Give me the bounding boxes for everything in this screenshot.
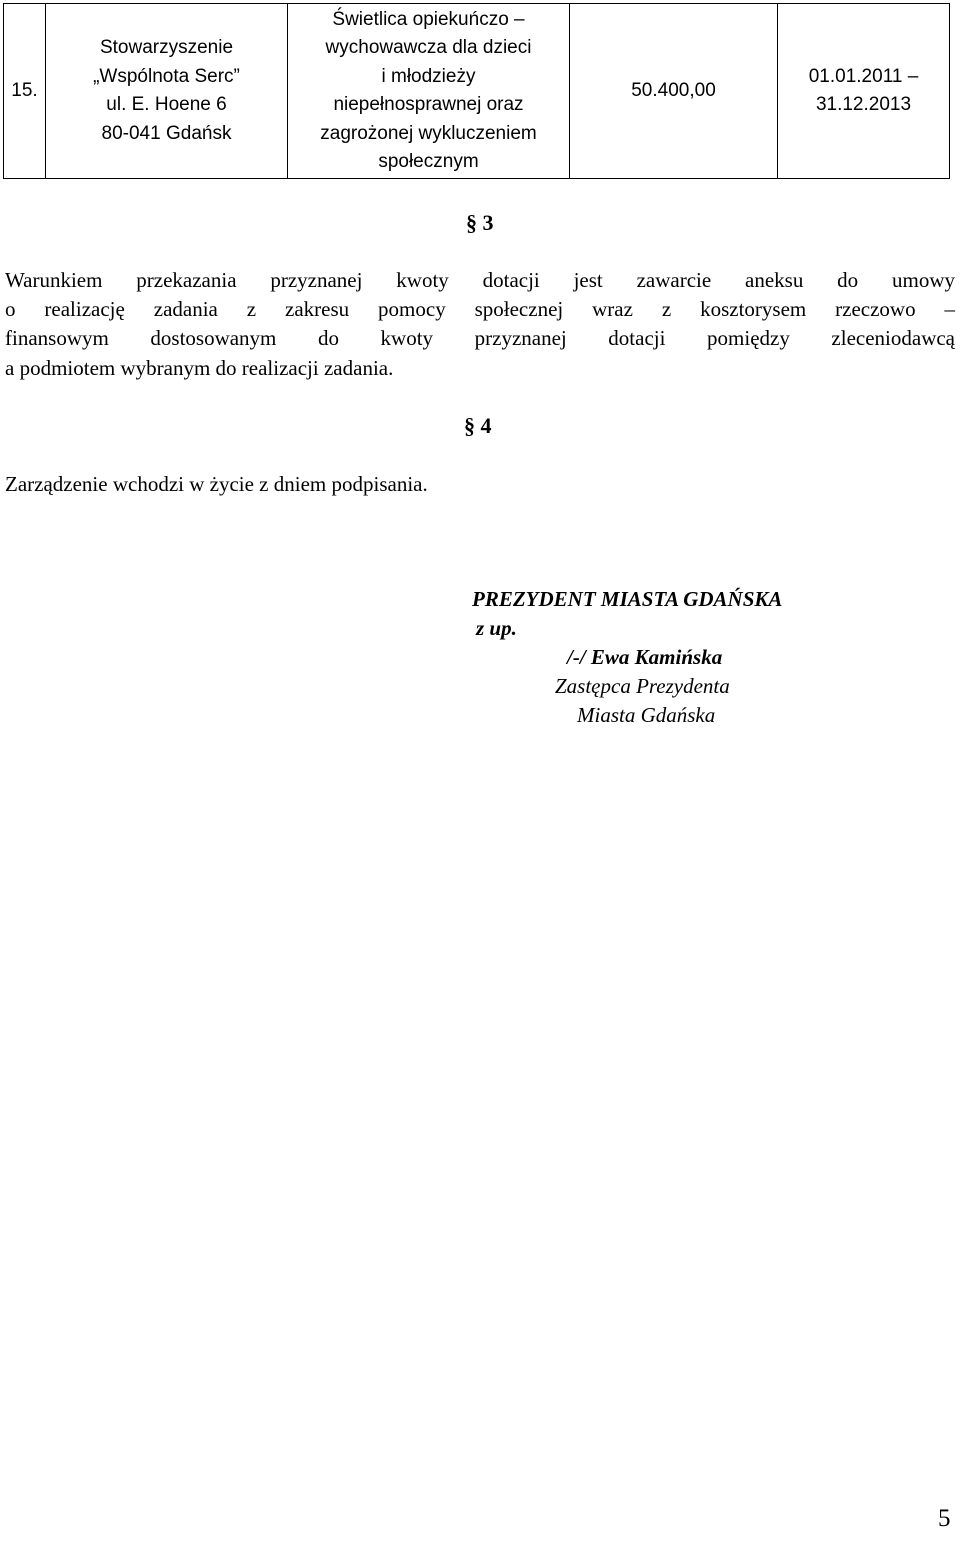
section-3-line: Warunkiem przekazania przyznanej kwoty dotacji jest zawarcie aneksu do umowy: [5, 268, 955, 292]
task-line: Świetlica opiekuńczo –: [332, 8, 525, 30]
section-4-heading: § 4: [464, 413, 492, 438]
task-line: zagrożonej wykluczeniem: [320, 122, 537, 144]
signature-role: Zastępca Prezydenta: [555, 674, 730, 698]
section-3-line: finansowym dostosowanym do kwoty przyznanej dotacji pomiędzy zleceniodawcą: [5, 326, 955, 350]
organization-line: Stowarzyszenie: [99, 37, 234, 58]
section-4-text: Zarządzenie wchodzi w życie z dniem podpisania.: [5, 472, 428, 496]
amount-cell: 50.400,00: [570, 4, 778, 179]
organization-line: „Wspólnota Serc”: [93, 65, 240, 87]
organization-line: ul. E. Hoene 6: [106, 94, 227, 115]
organization-cell: [46, 4, 288, 179]
section-3-line: o realizację zadania z zakresu pomocy społecznej wraz z kosztorysem rzeczowo –: [5, 297, 955, 321]
task-line: niepełnosprawnej oraz: [333, 94, 524, 115]
page-number: 5: [938, 1505, 951, 1532]
period-line: 31.12.2013: [815, 94, 912, 115]
period-cell: [778, 4, 950, 179]
task-line: i młodzieży: [381, 65, 476, 87]
task-line: społecznym: [378, 151, 479, 172]
signature-city: Miasta Gdańska: [577, 703, 716, 727]
grants-table: [3, 3, 950, 179]
signature-title: PREZYDENT MIASTA GDAŃSKA: [472, 587, 783, 611]
signature-name: /-/ Ewa Kamińska: [567, 645, 723, 669]
organization-line: 80-041 Gdańsk: [101, 122, 232, 144]
row-number: 15.: [4, 4, 46, 179]
table-row: [4, 4, 950, 179]
section-3-heading: § 3: [466, 210, 494, 235]
period-line: 01.01.2011 –: [808, 65, 919, 87]
signature-on-behalf: z up.: [476, 616, 517, 640]
task-line: wychowawcza dla dzieci: [325, 37, 532, 58]
section-3-line: a podmiotem wybranym do realizacji zadania.: [5, 356, 394, 380]
task-cell: [288, 4, 570, 179]
